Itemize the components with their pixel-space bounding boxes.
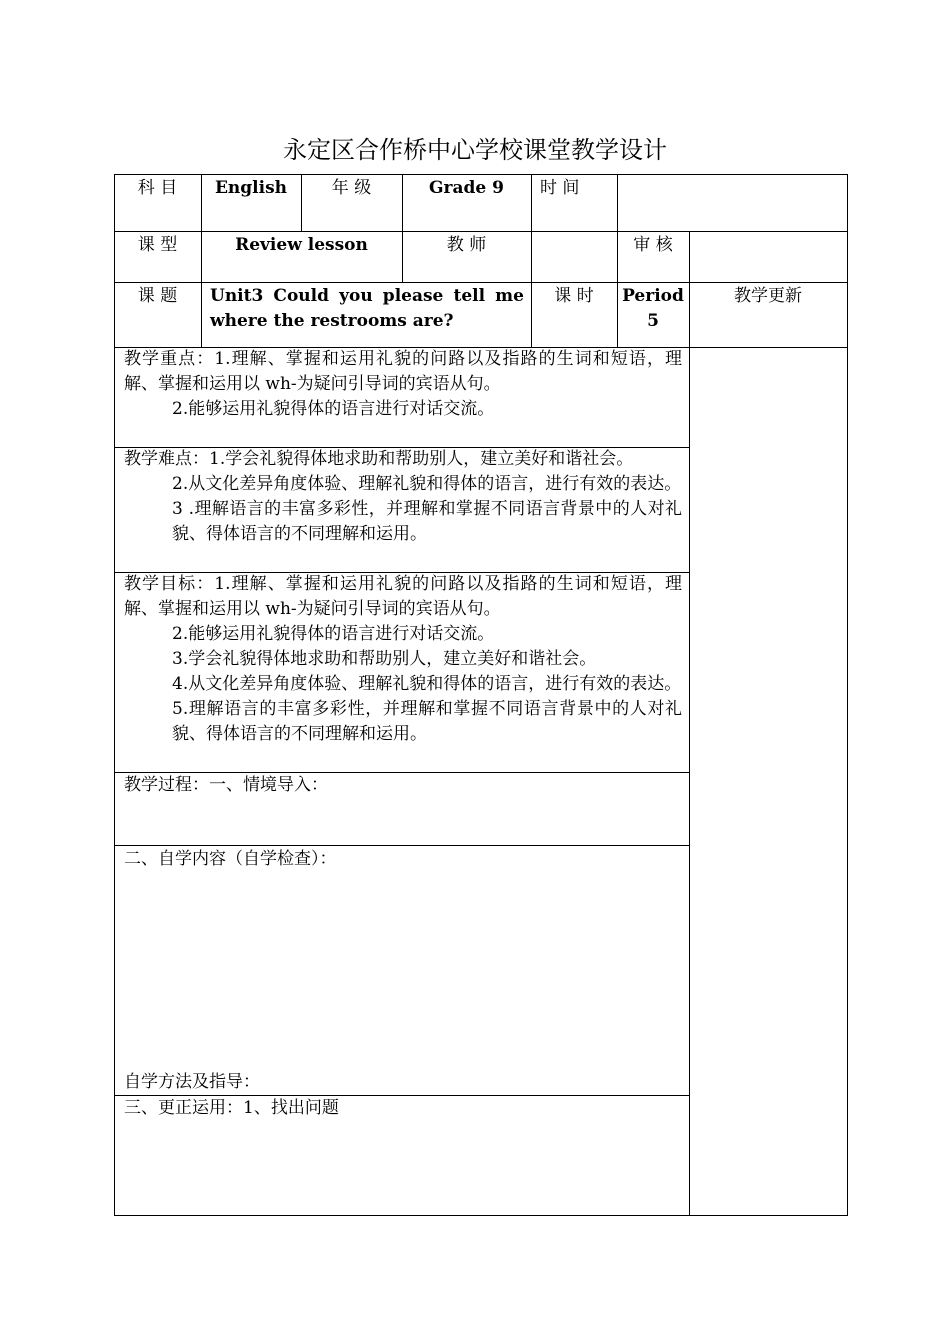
type-label: 课 型 — [137, 235, 178, 255]
objectives-line: 5.理解语言的丰富多彩性，并理解和掌握不同语言背景中的人对礼貌、得体语言的不同理解和运用。 — [172, 699, 682, 744]
table-line — [689, 231, 690, 1216]
table-line — [114, 174, 848, 175]
key-points-line: 教学重点：1.理解、掌握和运用礼貌的问路以及指路的生词和短语，理解、掌握和运用以 wh-为疑问引导词的宾语从句。 — [124, 349, 682, 394]
table-line — [114, 282, 848, 283]
objectives-line: 4.从文化差异角度体验、理解礼貌和得体的语言，进行有效的表达。 — [172, 674, 682, 694]
update-label: 教学更新 — [734, 286, 802, 306]
topic-value: Unit3 Could you please tell me where the restrooms are? — [210, 286, 524, 331]
review-label: 审 核 — [633, 235, 673, 255]
teacher-label: 教 师 — [446, 235, 487, 255]
period-value: Period 5 — [622, 286, 684, 331]
objectives-section — [124, 572, 682, 747]
self-study-section: 二、自学内容（自学检查）： — [124, 849, 337, 869]
objectives-line: 教学目标：1.理解、掌握和运用礼貌的问路以及指路的生词和短语，理解、掌握和运用以 wh-为疑问引导词的宾语从句。 — [124, 574, 682, 619]
table-line — [531, 174, 532, 348]
table-line — [847, 174, 848, 1216]
period-label: 课 时 — [554, 286, 594, 306]
subject-value: English — [214, 178, 288, 198]
difficulties-line: 教学难点：1.学会礼貌得体地求助和帮助别人，建立美好和谐社会。 — [124, 449, 634, 469]
process-section: 教学过程：一、情境导入： — [124, 775, 328, 795]
difficulties-section — [124, 447, 682, 547]
topic-label: 课 题 — [137, 286, 178, 306]
page-title: 永定区合作桥中心学校课堂教学设计 — [283, 136, 667, 164]
table-line — [114, 231, 848, 232]
objectives-line: 2.能够运用礼貌得体的语言进行对话交流。 — [172, 624, 495, 644]
table-line — [114, 845, 690, 846]
difficulties-line: 3 .理解语言的丰富多彩性，并理解和掌握不同语言背景中的人对礼貌、得体语言的不同理解和运用。 — [172, 499, 682, 544]
key-points-section — [124, 347, 682, 422]
objectives-line: 3.学会礼貌得体地求助和帮助别人，建立美好和谐社会。 — [172, 649, 597, 669]
key-points-line: 2.能够运用礼貌得体的语言进行对话交流。 — [172, 399, 495, 419]
table-line — [114, 174, 115, 1216]
self-study-method: 自学方法及指导： — [124, 1072, 260, 1092]
grade-value: Grade 9 — [429, 178, 504, 198]
correction-section: 三、更正运用：1、找出问题 — [124, 1098, 339, 1118]
table-line — [617, 174, 618, 348]
subject-label: 科 目 — [137, 178, 178, 198]
table-line — [114, 1215, 848, 1216]
difficulties-line: 2.从文化差异角度体验、理解礼貌和得体的语言，进行有效的表达。 — [172, 474, 682, 494]
type-value: Review lesson — [235, 235, 368, 255]
grade-label: 年 级 — [331, 178, 372, 198]
time-label: 时 间 — [540, 178, 580, 198]
